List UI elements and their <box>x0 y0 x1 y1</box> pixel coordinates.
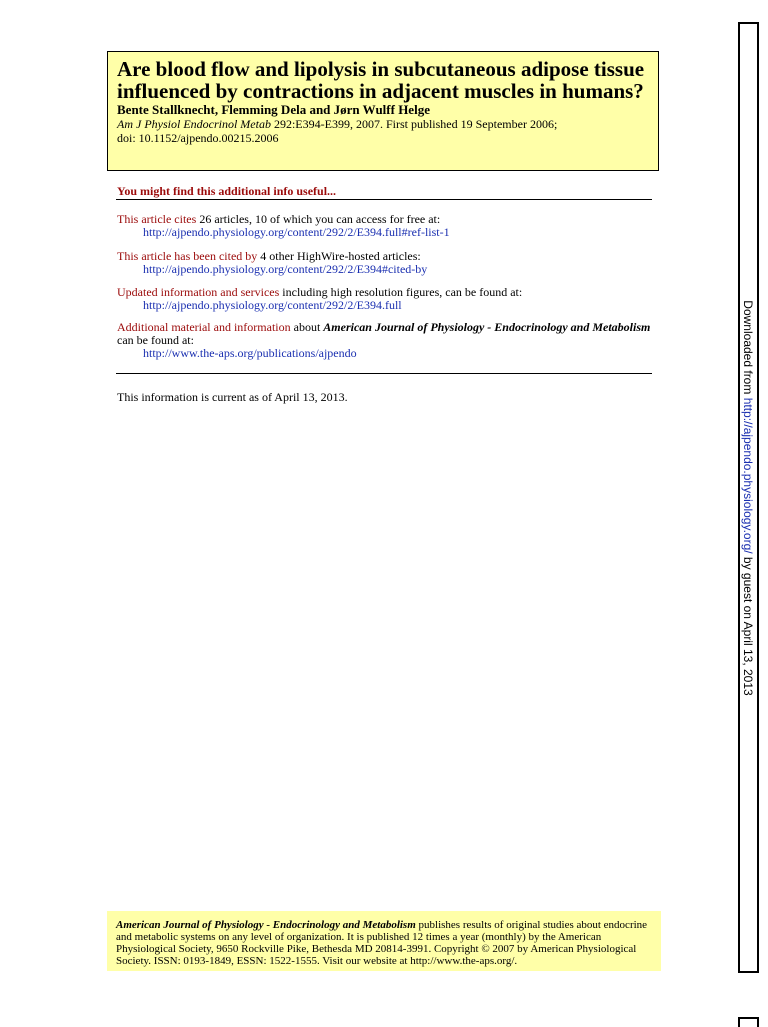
info-item-cites <box>117 213 652 239</box>
additional-info-heading: You might find this additional info useful... <box>117 184 337 198</box>
footer-journal: American Journal of Physiology - Endocrinology and Metabolism <box>116 919 416 931</box>
article-citation <box>117 117 649 131</box>
divider-bottom <box>116 373 652 374</box>
info-item-updated <box>117 286 652 312</box>
aps-publications-link[interactable]: http://www.the-aps.org/publications/ajpendo <box>143 346 357 360</box>
info-item-cited-by <box>117 250 652 276</box>
citation-details: 292:E394-E399, 2007. First published 19 September 2006; <box>270 117 558 131</box>
next-page-frame-edge <box>738 1017 759 1027</box>
info-text: about <box>290 320 324 334</box>
info-item-additional <box>117 321 652 360</box>
info-lead: Updated information and services <box>117 285 280 299</box>
article-header-box <box>107 51 659 171</box>
article-doi: doi: 10.1152/ajpendo.00215.2006 <box>117 131 279 145</box>
info-text: can be found at: <box>117 333 194 347</box>
download-prefix: Downloaded from <box>741 300 755 398</box>
info-text: 26 articles, 10 of which you can access for free at: <box>196 212 441 226</box>
info-journal: American Journal of Physiology - Endocrinology and Metabolism <box>323 320 651 334</box>
download-notice <box>741 300 755 695</box>
info-lead: This article has been cited by <box>117 249 258 263</box>
info-lead: This article cites <box>117 212 197 226</box>
cited-by-link[interactable]: http://ajpendo.physiology.org/content/292/2/E394#cited-by <box>143 262 428 276</box>
full-text-link[interactable]: http://ajpendo.physiology.org/content/292/2/E394.full <box>143 298 402 312</box>
footer-text: publishes results of original studies about endocrine and metabolic systems on any level of organization. It is published 12 times a year (monthly) by the American Physiological Society, 9650 Rockville Pike, Bethesda MD 20814-3991. Copyright © 2007 by American Physiological Society. ISSN: 0193-1849, ESSN: 1522-1555. Visit our website at http://www.the-aps.org/. <box>116 919 648 967</box>
current-info-note: This information is current as of April 13, 2013. <box>117 390 348 404</box>
info-text: including high resolution figures, can be found at: <box>279 285 523 299</box>
divider-top <box>116 199 652 200</box>
info-text: 4 other HighWire-hosted articles: <box>257 249 421 263</box>
info-lead: Additional material and information <box>117 320 291 334</box>
article-authors: Bente Stallknecht, Flemming Dela and Jørn Wulff Helge <box>117 102 430 117</box>
download-suffix: by guest on April 13, 2013 <box>741 553 755 696</box>
download-source-link[interactable]: http://ajpendo.physiology.org/ <box>741 397 755 554</box>
journal-footer-box <box>107 911 661 971</box>
article-title: Are blood flow and lipolysis in subcutaneous adipose tissue influenced by contractions in adjacent muscles in humans? <box>117 57 645 103</box>
citation-journal: Am J Physiol Endocrinol Metab <box>117 117 271 131</box>
ref-list-link[interactable]: http://ajpendo.physiology.org/content/292/2/E394.full#ref-list-1 <box>143 225 450 239</box>
